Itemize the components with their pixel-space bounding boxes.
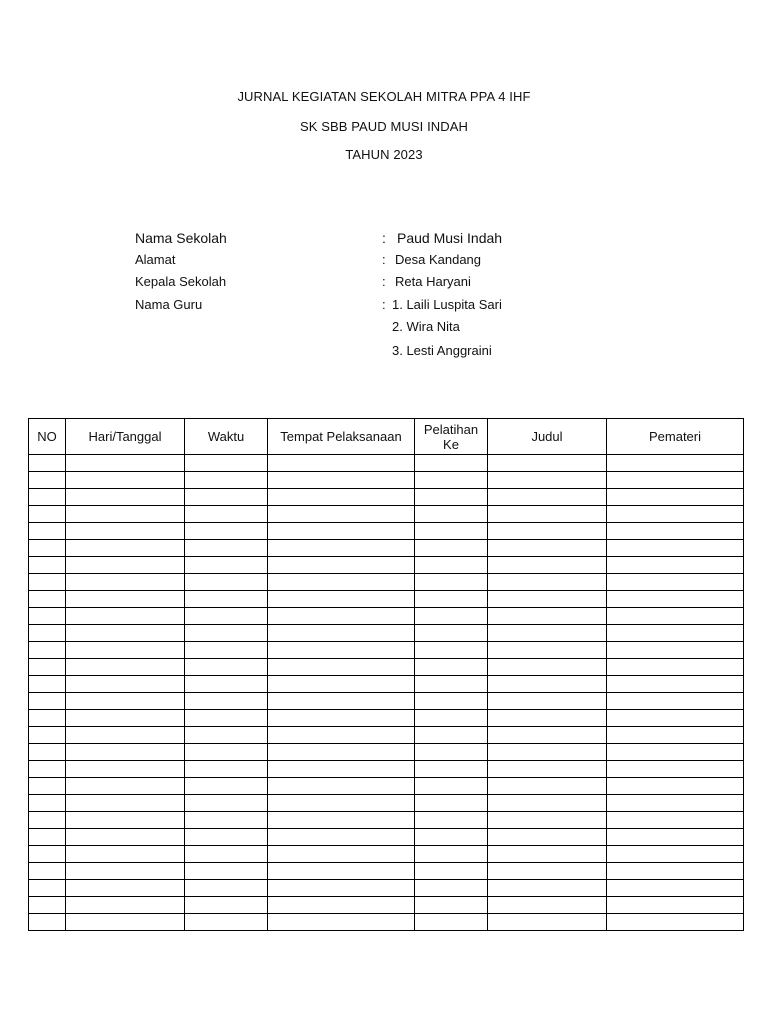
cell-no (29, 676, 66, 693)
cell-no (29, 489, 66, 506)
cell-time (185, 812, 268, 829)
cell-no (29, 727, 66, 744)
cell-training (415, 812, 488, 829)
cell-training (415, 608, 488, 625)
cell-venue (268, 659, 415, 676)
cell-time (185, 540, 268, 557)
cell-date (66, 608, 185, 625)
cell-no (29, 557, 66, 574)
cell-training (415, 863, 488, 880)
table-row (29, 897, 744, 914)
cell-no (29, 574, 66, 591)
cell-title (488, 540, 607, 557)
address-value: Desa Kandang (395, 252, 482, 267)
cell-time (185, 829, 268, 846)
cell-date (66, 829, 185, 846)
table-row (29, 778, 744, 795)
cell-title (488, 829, 607, 846)
cell-no (29, 523, 66, 540)
cell-speaker (607, 608, 744, 625)
cell-date (66, 846, 185, 863)
cell-no (29, 778, 66, 795)
table-row (29, 659, 744, 676)
cell-speaker (607, 574, 744, 591)
cell-training (415, 540, 488, 557)
cell-training (415, 897, 488, 914)
cell-no (29, 812, 66, 829)
cell-title (488, 778, 607, 795)
cell-venue (268, 693, 415, 710)
cell-time (185, 846, 268, 863)
journal-table (28, 418, 744, 931)
teacher-item-1: 1. Laili Luspita Sari (392, 297, 502, 312)
cell-date (66, 659, 185, 676)
cell-time (185, 523, 268, 540)
cell-date (66, 591, 185, 608)
cell-date (66, 863, 185, 880)
document-title: JURNAL KEGIATAN SEKOLAH MITRA PPA 4 IHF (237, 89, 531, 104)
teacher-item-3: 3. Lesti Anggraini (392, 343, 492, 358)
cell-training (415, 557, 488, 574)
column-header-venue: Tempat Pelaksanaan (268, 419, 415, 455)
cell-title (488, 455, 607, 472)
cell-title (488, 506, 607, 523)
cell-date (66, 744, 185, 761)
cell-training (415, 455, 488, 472)
table-row (29, 795, 744, 812)
cell-title (488, 880, 607, 897)
address-separator: : (382, 252, 386, 267)
table-row (29, 591, 744, 608)
cell-speaker (607, 897, 744, 914)
cell-title (488, 523, 607, 540)
cell-time (185, 914, 268, 931)
school-name-label: Nama Sekolah (135, 230, 227, 246)
cell-speaker (607, 659, 744, 676)
cell-training (415, 676, 488, 693)
cell-venue (268, 625, 415, 642)
cell-training (415, 778, 488, 795)
cell-time (185, 897, 268, 914)
cell-speaker (607, 676, 744, 693)
cell-speaker (607, 455, 744, 472)
cell-no (29, 625, 66, 642)
cell-date (66, 710, 185, 727)
cell-title (488, 608, 607, 625)
cell-speaker (607, 727, 744, 744)
cell-date (66, 761, 185, 778)
cell-title (488, 489, 607, 506)
cell-time (185, 557, 268, 574)
table-row (29, 693, 744, 710)
cell-no (29, 659, 66, 676)
cell-speaker (607, 761, 744, 778)
cell-title (488, 846, 607, 863)
cell-training (415, 710, 488, 727)
cell-time (185, 676, 268, 693)
principal-separator: : (382, 274, 386, 289)
cell-time (185, 659, 268, 676)
table-row (29, 523, 744, 540)
column-header-time: Waktu (185, 419, 268, 455)
table-row (29, 727, 744, 744)
table-row (29, 489, 744, 506)
table-row (29, 676, 744, 693)
cell-venue (268, 540, 415, 557)
cell-title (488, 710, 607, 727)
cell-time (185, 863, 268, 880)
cell-training (415, 761, 488, 778)
cell-title (488, 795, 607, 812)
cell-no (29, 506, 66, 523)
cell-speaker (607, 489, 744, 506)
cell-title (488, 914, 607, 931)
column-header-title: Judul (488, 419, 607, 455)
cell-speaker (607, 472, 744, 489)
cell-speaker (607, 591, 744, 608)
cell-time (185, 744, 268, 761)
cell-time (185, 472, 268, 489)
cell-date (66, 489, 185, 506)
cell-no (29, 710, 66, 727)
cell-training (415, 625, 488, 642)
cell-title (488, 761, 607, 778)
cell-time (185, 778, 268, 795)
cell-title (488, 659, 607, 676)
cell-venue (268, 829, 415, 846)
table-row (29, 710, 744, 727)
table-row (29, 863, 744, 880)
cell-training (415, 506, 488, 523)
cell-training (415, 693, 488, 710)
cell-date (66, 693, 185, 710)
cell-training (415, 744, 488, 761)
cell-title (488, 625, 607, 642)
cell-date (66, 472, 185, 489)
cell-time (185, 506, 268, 523)
table-row (29, 557, 744, 574)
cell-venue (268, 506, 415, 523)
cell-time (185, 710, 268, 727)
cell-title (488, 591, 607, 608)
column-header-no: NO (29, 419, 66, 455)
cell-speaker (607, 523, 744, 540)
cell-title (488, 897, 607, 914)
cell-title (488, 676, 607, 693)
cell-date (66, 727, 185, 744)
cell-time (185, 489, 268, 506)
cell-venue (268, 574, 415, 591)
table-row (29, 761, 744, 778)
column-header-date: Hari/Tanggal (66, 419, 185, 455)
table-row (29, 846, 744, 863)
cell-date (66, 540, 185, 557)
cell-no (29, 880, 66, 897)
cell-date (66, 795, 185, 812)
cell-venue (268, 846, 415, 863)
cell-speaker (607, 863, 744, 880)
table-row (29, 829, 744, 846)
cell-speaker (607, 829, 744, 846)
cell-venue (268, 727, 415, 744)
cell-no (29, 693, 66, 710)
cell-date (66, 914, 185, 931)
cell-time (185, 693, 268, 710)
cell-title (488, 693, 607, 710)
cell-venue (268, 880, 415, 897)
cell-no (29, 455, 66, 472)
cell-date (66, 455, 185, 472)
cell-time (185, 455, 268, 472)
cell-speaker (607, 914, 744, 931)
cell-training (415, 591, 488, 608)
cell-training (415, 795, 488, 812)
cell-time (185, 727, 268, 744)
cell-title (488, 472, 607, 489)
cell-venue (268, 455, 415, 472)
school-name-value: Paud Musi Indah (397, 230, 503, 246)
cell-time (185, 795, 268, 812)
cell-no (29, 540, 66, 557)
cell-no (29, 608, 66, 625)
cell-no (29, 897, 66, 914)
table-row (29, 608, 744, 625)
table-row (29, 642, 744, 659)
cell-title (488, 557, 607, 574)
cell-time (185, 591, 268, 608)
teacher-item-2: 2. Wira Nita (392, 319, 460, 334)
table-row (29, 812, 744, 829)
cell-date (66, 880, 185, 897)
cell-venue (268, 897, 415, 914)
column-header-speaker: Pemateri (607, 419, 744, 455)
cell-venue (268, 761, 415, 778)
cell-training (415, 489, 488, 506)
cell-venue (268, 744, 415, 761)
cell-venue (268, 778, 415, 795)
document-subtitle: SK SBB PAUD MUSI INDAH (299, 119, 469, 134)
cell-no (29, 472, 66, 489)
cell-training (415, 914, 488, 931)
cell-speaker (607, 642, 744, 659)
cell-no (29, 761, 66, 778)
cell-training (415, 880, 488, 897)
cell-training (415, 523, 488, 540)
cell-speaker (607, 846, 744, 863)
cell-date (66, 625, 185, 642)
cell-venue (268, 863, 415, 880)
cell-time (185, 608, 268, 625)
cell-date (66, 523, 185, 540)
cell-speaker (607, 710, 744, 727)
cell-speaker (607, 812, 744, 829)
cell-title (488, 642, 607, 659)
cell-training (415, 472, 488, 489)
cell-speaker (607, 540, 744, 557)
cell-time (185, 880, 268, 897)
cell-no (29, 863, 66, 880)
cell-date (66, 812, 185, 829)
table-row (29, 472, 744, 489)
cell-venue (268, 608, 415, 625)
table-row (29, 914, 744, 931)
cell-title (488, 863, 607, 880)
cell-training (415, 727, 488, 744)
cell-venue (268, 795, 415, 812)
cell-date (66, 574, 185, 591)
cell-speaker (607, 795, 744, 812)
document-year: TAHUN 2023 (345, 147, 423, 162)
cell-no (29, 914, 66, 931)
table-row (29, 744, 744, 761)
cell-title (488, 744, 607, 761)
cell-no (29, 744, 66, 761)
cell-no (29, 642, 66, 659)
cell-venue (268, 557, 415, 574)
cell-speaker (607, 778, 744, 795)
principal-label: Kepala Sekolah (135, 274, 227, 289)
cell-venue (268, 472, 415, 489)
teacher-separator: : (382, 297, 386, 312)
cell-training (415, 574, 488, 591)
table-row (29, 455, 744, 472)
cell-venue (268, 812, 415, 829)
cell-title (488, 812, 607, 829)
cell-venue (268, 710, 415, 727)
cell-no (29, 795, 66, 812)
table-row (29, 540, 744, 557)
cell-title (488, 727, 607, 744)
table-header-row (29, 419, 744, 455)
table-row (29, 625, 744, 642)
cell-speaker (607, 880, 744, 897)
address-label: Alamat (135, 252, 176, 267)
column-header-training: Pelatihan Ke (415, 419, 488, 455)
cell-venue (268, 523, 415, 540)
cell-speaker (607, 506, 744, 523)
cell-date (66, 897, 185, 914)
cell-time (185, 574, 268, 591)
cell-venue (268, 676, 415, 693)
cell-speaker (607, 693, 744, 710)
cell-time (185, 642, 268, 659)
cell-training (415, 642, 488, 659)
cell-venue (268, 642, 415, 659)
table-row (29, 574, 744, 591)
cell-date (66, 642, 185, 659)
cell-date (66, 557, 185, 574)
cell-training (415, 829, 488, 846)
table-row (29, 880, 744, 897)
cell-no (29, 591, 66, 608)
teacher-label: Nama Guru (135, 297, 203, 312)
cell-no (29, 846, 66, 863)
cell-speaker (607, 557, 744, 574)
cell-venue (268, 489, 415, 506)
cell-time (185, 761, 268, 778)
cell-date (66, 506, 185, 523)
cell-no (29, 829, 66, 846)
cell-venue (268, 914, 415, 931)
cell-speaker (607, 625, 744, 642)
cell-venue (268, 591, 415, 608)
cell-date (66, 778, 185, 795)
cell-time (185, 625, 268, 642)
cell-speaker (607, 744, 744, 761)
cell-date (66, 676, 185, 693)
cell-training (415, 846, 488, 863)
table-body (29, 455, 744, 931)
cell-training (415, 659, 488, 676)
principal-value: Reta Haryani (395, 274, 471, 289)
cell-title (488, 574, 607, 591)
table-row (29, 506, 744, 523)
school-name-separator: : (382, 230, 386, 246)
